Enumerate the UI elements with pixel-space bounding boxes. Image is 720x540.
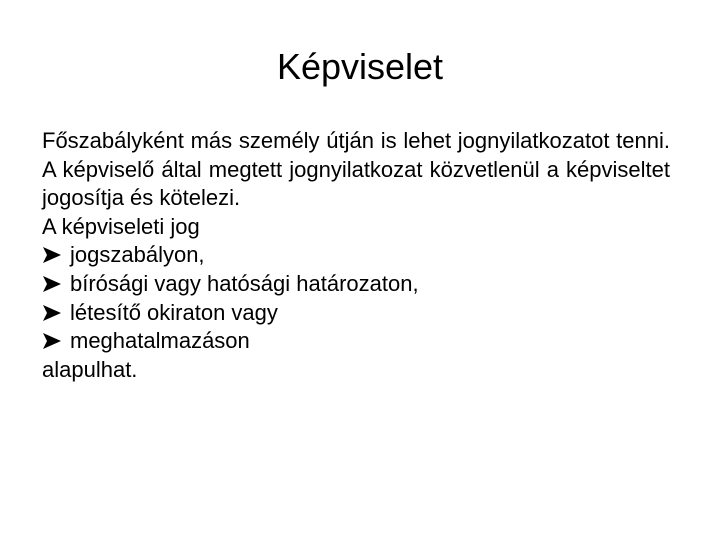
arrow-bullet-icon [42,241,70,270]
bullet-text: létesítő okiraton vagy [70,299,278,325]
arrow-bullet-icon [42,299,70,328]
bullet-text: jogszabályon, [70,242,205,268]
bullet-item [42,299,670,328]
bullet-item [42,270,670,299]
body-paragraph: Főszabályként más személy útján is lehet jognyilatkozatot tenni. A képviselő által megtett jognyilatkozat közvetlenül a képviseltet jogosítja és kötelezi. [42,128,670,211]
arrow-bullet-icon [42,327,70,356]
bullet-text: meghatalmazáson [70,328,250,354]
bullet-item [42,241,670,270]
intro-line: A képviseleti jog [42,213,200,239]
slide-title: Képviselet [276,46,444,87]
bullet-item [42,327,670,356]
arrow-bullet-icon [42,270,70,299]
closing-line: alapulhat. [42,356,138,382]
slide-body [42,127,670,384]
bullet-text: bírósági vagy hatósági határozaton, [70,270,419,296]
